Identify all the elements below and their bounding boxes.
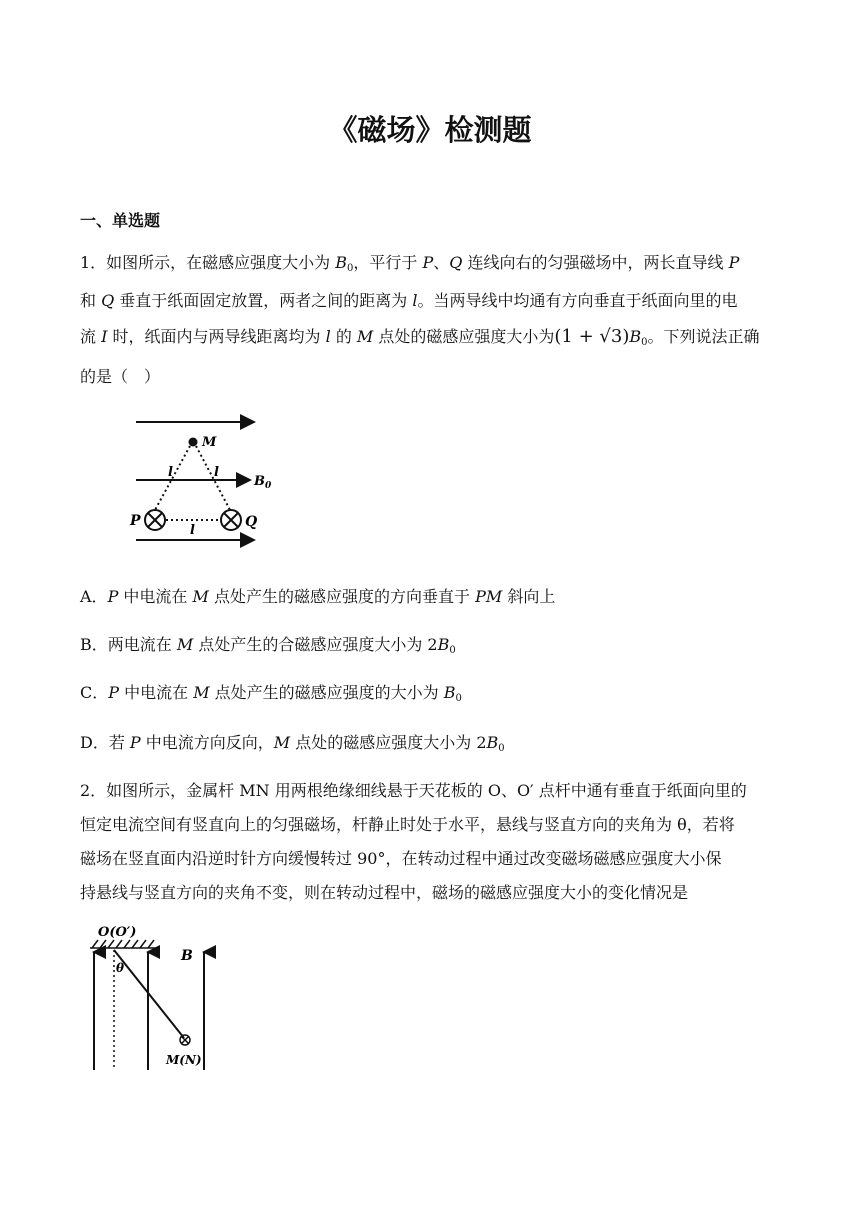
label-l-bottom: l [190,523,195,538]
option-b: B．两电流在 M 点处产生的合磁感应强度大小为 $2B_0$ [80,635,456,656]
label-m: M [202,435,217,450]
q1-line-3: 流 I 时，纸面内与两导线距离均为 l 的 M 点处的磁感应强度大小为$(1 + √3)B_0$。下列说法正确 [80,326,760,348]
q1-line-1: 1．如图所示，在磁感应强度大小为 $B_0$，平行于 P、Q 连线向右的匀强磁场中，两长直导线 P [80,253,740,274]
label-b0: $B_0$ [254,474,272,491]
ceiling-hatch [90,940,156,948]
q2-line-1: 2．如图所示，金属杆 MN 用两根绝缘细线悬于天花板的 O、O′ 点杆中通有垂直于纸面向里的 [80,781,747,800]
wire-q-icon [221,510,241,530]
label-o: O(O′) [98,925,137,940]
q1-figure [128,412,288,552]
q2-figure [86,920,226,1080]
page-title: 《磁场》检测题 [328,113,532,147]
option-a: A．P 中电流在 M 点处产生的磁感应强度的方向垂直于 PM 斜向上 [80,587,556,606]
label-l-left: l [168,465,173,480]
formula: (1 + √3) [554,326,630,347]
point-m [189,438,198,447]
label-l-right: l [214,465,219,480]
option-c: C．P 中电流在 M 点处产生的磁感应强度的大小为 $B_0$ [80,683,462,704]
rod-mn-icon [180,1035,190,1045]
dotted-qm [196,446,230,510]
q2-line-3: 磁场在竖直面内沿逆时针方向缓慢转过 90°，在转动过程中通过改变磁场磁感应强度大小保 [80,849,722,868]
q1-line-4: 的是（ ） [80,367,161,386]
label-q: Q [245,514,258,530]
q2-line-2: 恒定电流空间有竖直向上的匀强磁场，杆静止时处于水平，悬线与竖直方向的夹角为 θ，若将 [80,815,735,834]
label-p: P [130,513,141,529]
section-heading: 一、单选题 [80,211,161,230]
q1-line-2: 和 Q 垂直于纸面固定放置，两者之间的距离为 l。当两导线中均通有方向垂直于纸面向里的电 [80,291,738,310]
label-mn: M(N) [166,1053,202,1067]
q2-line-4: 持悬线与竖直方向的夹角不变，则在转动过程中，磁场的磁感应强度大小的变化情况是 [80,883,689,902]
wire-p-icon [145,510,165,530]
label-theta: θ [116,961,125,975]
label-b: B [181,948,193,964]
option-d: D．若 P 中电流方向反向，M 点处的磁感应强度大小为 $2B_0$ [80,733,505,754]
